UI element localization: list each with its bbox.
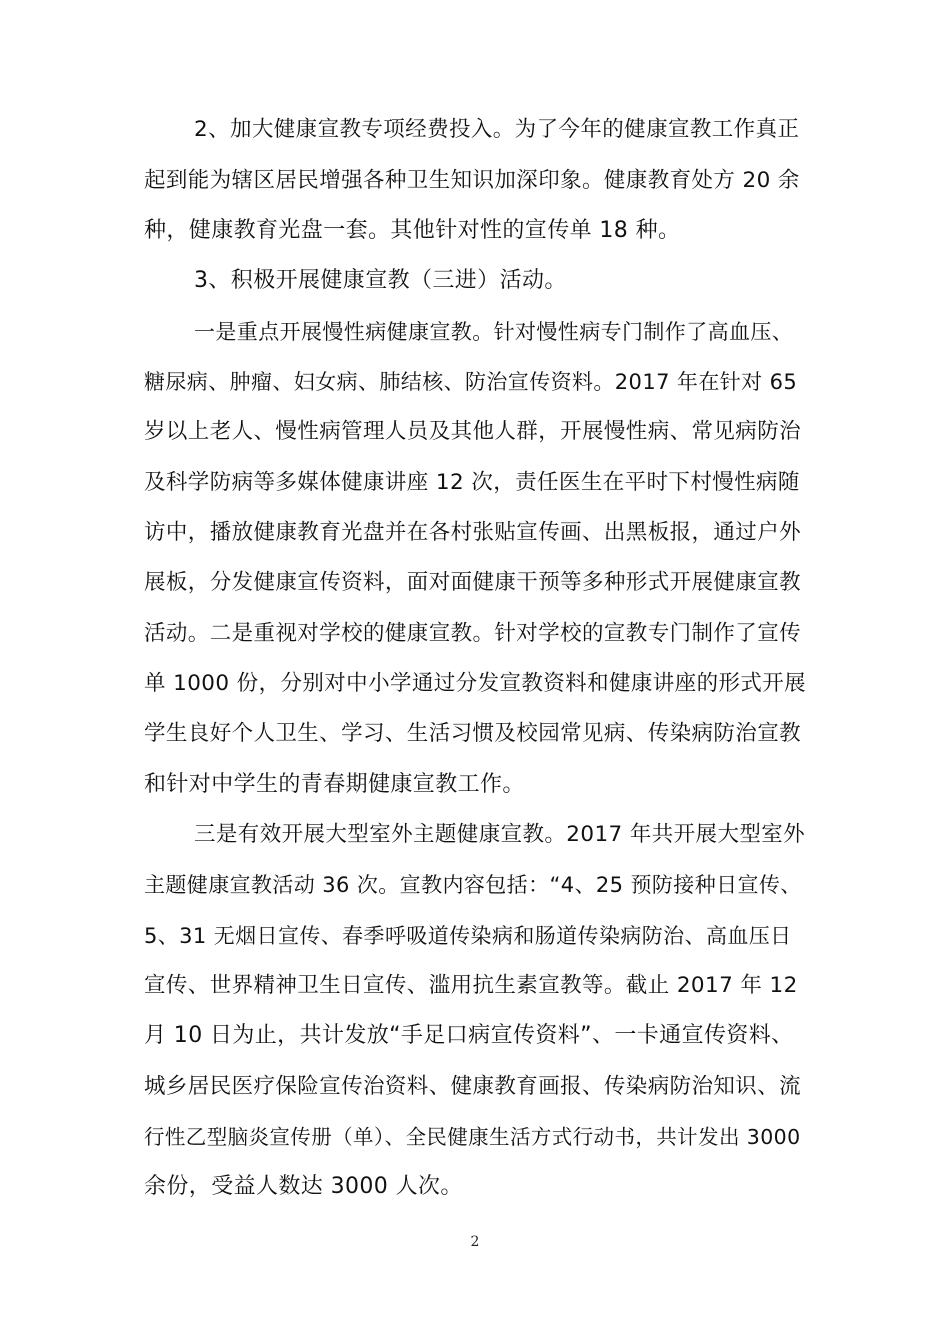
- text-line: 一是重点开展慢性病健康宣教。针对慢性病专门制作了高血压、: [194, 320, 794, 344]
- text-line: 及科学防病等多媒体健康讲座 12 次，责任医生在平时下村慢性病随: [144, 470, 800, 495]
- text-line: 糖尿病、肿瘤、妇女病、肺结核、防治宣传资料。2017 年在针对 65: [144, 370, 798, 394]
- text-line: 活动。二是重视对学校的健康宣教。针对学校的宣教专门制作了宣传: [144, 621, 802, 646]
- text-line: 学生良好个人卫生、学习、生活习惯及校园常见病、传染病防治宣教: [144, 721, 802, 746]
- page-number: 2: [470, 1234, 480, 1250]
- text-line: 种，健康教育光盘一套。其他针对性的宣传单 18 种。: [144, 218, 681, 243]
- text-line: 城乡居民医疗保险宣传治资料、健康教育画报、传染病防治知识、流: [144, 1074, 802, 1099]
- text-line: 3、积极开展健康宣教（三进）活动。: [194, 268, 567, 293]
- text-line: 三是有效开展大型室外主题健康宣教。2017 年共开展大型室外: [194, 822, 806, 847]
- text-line: 5、31 无烟日宣传、春季呼吸道传染病和肠道传染病防治、高血压日: [144, 924, 792, 948]
- text-line: 和针对中学生的青春期健康宣教工作。: [144, 772, 525, 797]
- text-line: 访中，播放健康教育光盘并在各村张贴宣传画、出黑板报，通过户外: [144, 520, 802, 545]
- text-line: 单 1000 份，分别对中小学通过分发宣教资料和健康讲座的形式开展: [144, 671, 807, 696]
- text-line: 月 10 日为止，共计发放“手足口病宣传资料”、一卡通宣传资料、: [144, 1023, 794, 1048]
- text-line: 主题健康宣教活动 36 次。宣教内容包括：“4、25 预防接种日宣传、: [144, 873, 802, 897]
- text-line: 展板，分发健康宣传资料，面对面健康干预等多种形式开展健康宣教: [144, 570, 802, 595]
- text-line: 余份，受益人数达 3000 人次。: [144, 1174, 463, 1199]
- text-line: 2、加大健康宣教专项经费投入。为了今年的健康宣教工作真正: [194, 117, 800, 142]
- text-line: 岁以上老人、慢性病管理人员及其他人群，开展慢性病、常见病防治: [144, 419, 802, 444]
- text-line: 起到能为辖区居民增强各种卫生知识加深印象。健康教育处方 20 余: [144, 168, 800, 193]
- text-line: 行性乙型脑炎宣传册（单）、全民健康生活方式行动书，共计发出 3000: [144, 1125, 801, 1149]
- text-line: 宣传、世界精神卫生日宣传、滥用抗生素宣教等。截止 2017 年 12: [144, 973, 798, 998]
